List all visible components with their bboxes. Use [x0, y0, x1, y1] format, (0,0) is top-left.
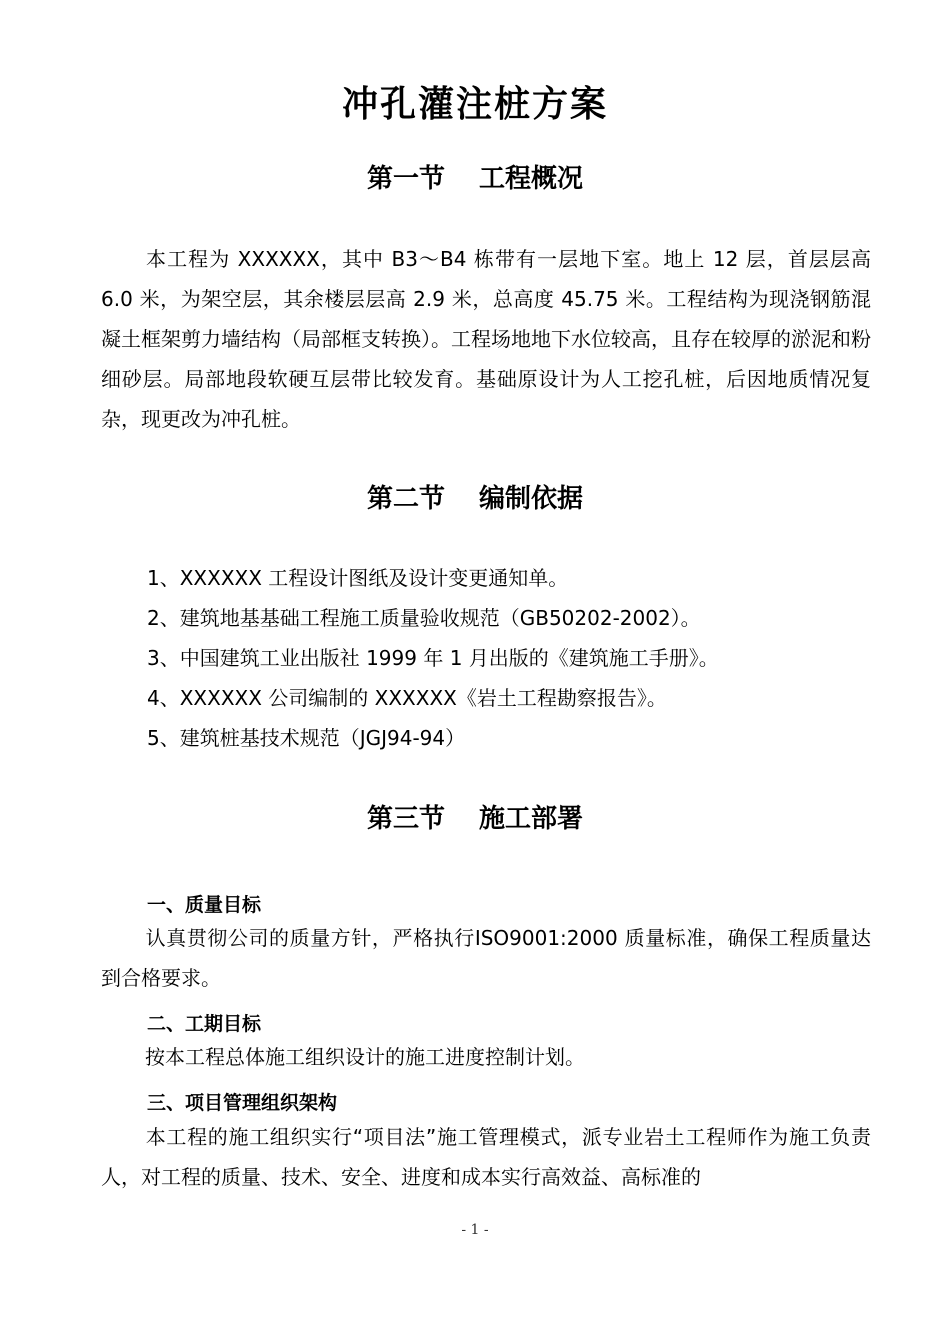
- section-1-paragraph: [101, 239, 871, 439]
- quality-goal-heading: 一、质量目标: [147, 894, 262, 916]
- section-3-name: 施工部署: [479, 804, 584, 834]
- organization-paragraph: [101, 1117, 871, 1197]
- section-2-heading: [0, 478, 950, 515]
- organization-text: 本工程的施工组织实行“项目法”施工管理模式，派专业岩土工程师作为施工负责人，对工程的质量、技术、安全、进度和成本实行高效益、高标准的: [101, 1125, 871, 1189]
- schedule-goal-text: 按本工程总体施工组织设计的施工进度控制计划。: [145, 1045, 585, 1069]
- list-item: 2、建筑地基基础工程施工质量验收规范（GB50202-2002）。: [147, 606, 701, 630]
- section-1-text: 本工程为 XXXXXX，其中 B3～B4 栋带有一层地下室。地上 12 层，首层层高 6.0 米，为架空层，其余楼层层高 2.9 米，总高度 45.75 米。工程结构为现浇钢筋混凝土框架剪力墙结构（局部框支转换）。工程场地地下水位较高，且存在较厚的淤泥和粉细砂层。局部地段软硬互层带比较发育。基础原设计为人工挖孔桩，后因地质情况复杂，现更改为冲孔桩。: [101, 247, 871, 431]
- section-2-number: 第二节: [366, 484, 445, 514]
- document-title: 冲孔灌注桩方案: [341, 84, 608, 125]
- list-item: 5、建筑桩基技术规范（JGJ94-94）: [147, 726, 466, 750]
- section-3-heading: [0, 798, 950, 835]
- list-item: 1、XXXXXX 工程设计图纸及设计变更通知单。: [147, 566, 569, 590]
- page-number: - 1 -: [461, 1222, 489, 1238]
- reference-list: [147, 558, 867, 758]
- section-3-number: 第三节: [366, 804, 445, 834]
- section-1-number: 第一节: [366, 164, 445, 194]
- organization-heading: 三、项目管理组织架构: [147, 1092, 338, 1114]
- quality-goal-text: 认真贯彻公司的质量方针，严格执行ISO9001:2000 质量标准，确保工程质量达到合格要求。: [101, 926, 871, 990]
- list-item: 4、XXXXXX 公司编制的 XXXXXX《岩土工程勘察报告》。: [147, 686, 667, 710]
- section-1-name: 工程概况: [479, 164, 584, 194]
- quality-goal-paragraph: [101, 918, 871, 998]
- list-item: 3、中国建筑工业出版社 1999 年 1 月出版的《建筑施工手册》。: [147, 646, 719, 670]
- schedule-goal-paragraph: [101, 1037, 871, 1077]
- section-1-heading: [0, 158, 950, 195]
- schedule-goal-heading: 二、工期目标: [147, 1013, 262, 1035]
- section-2-name: 编制依据: [479, 484, 584, 514]
